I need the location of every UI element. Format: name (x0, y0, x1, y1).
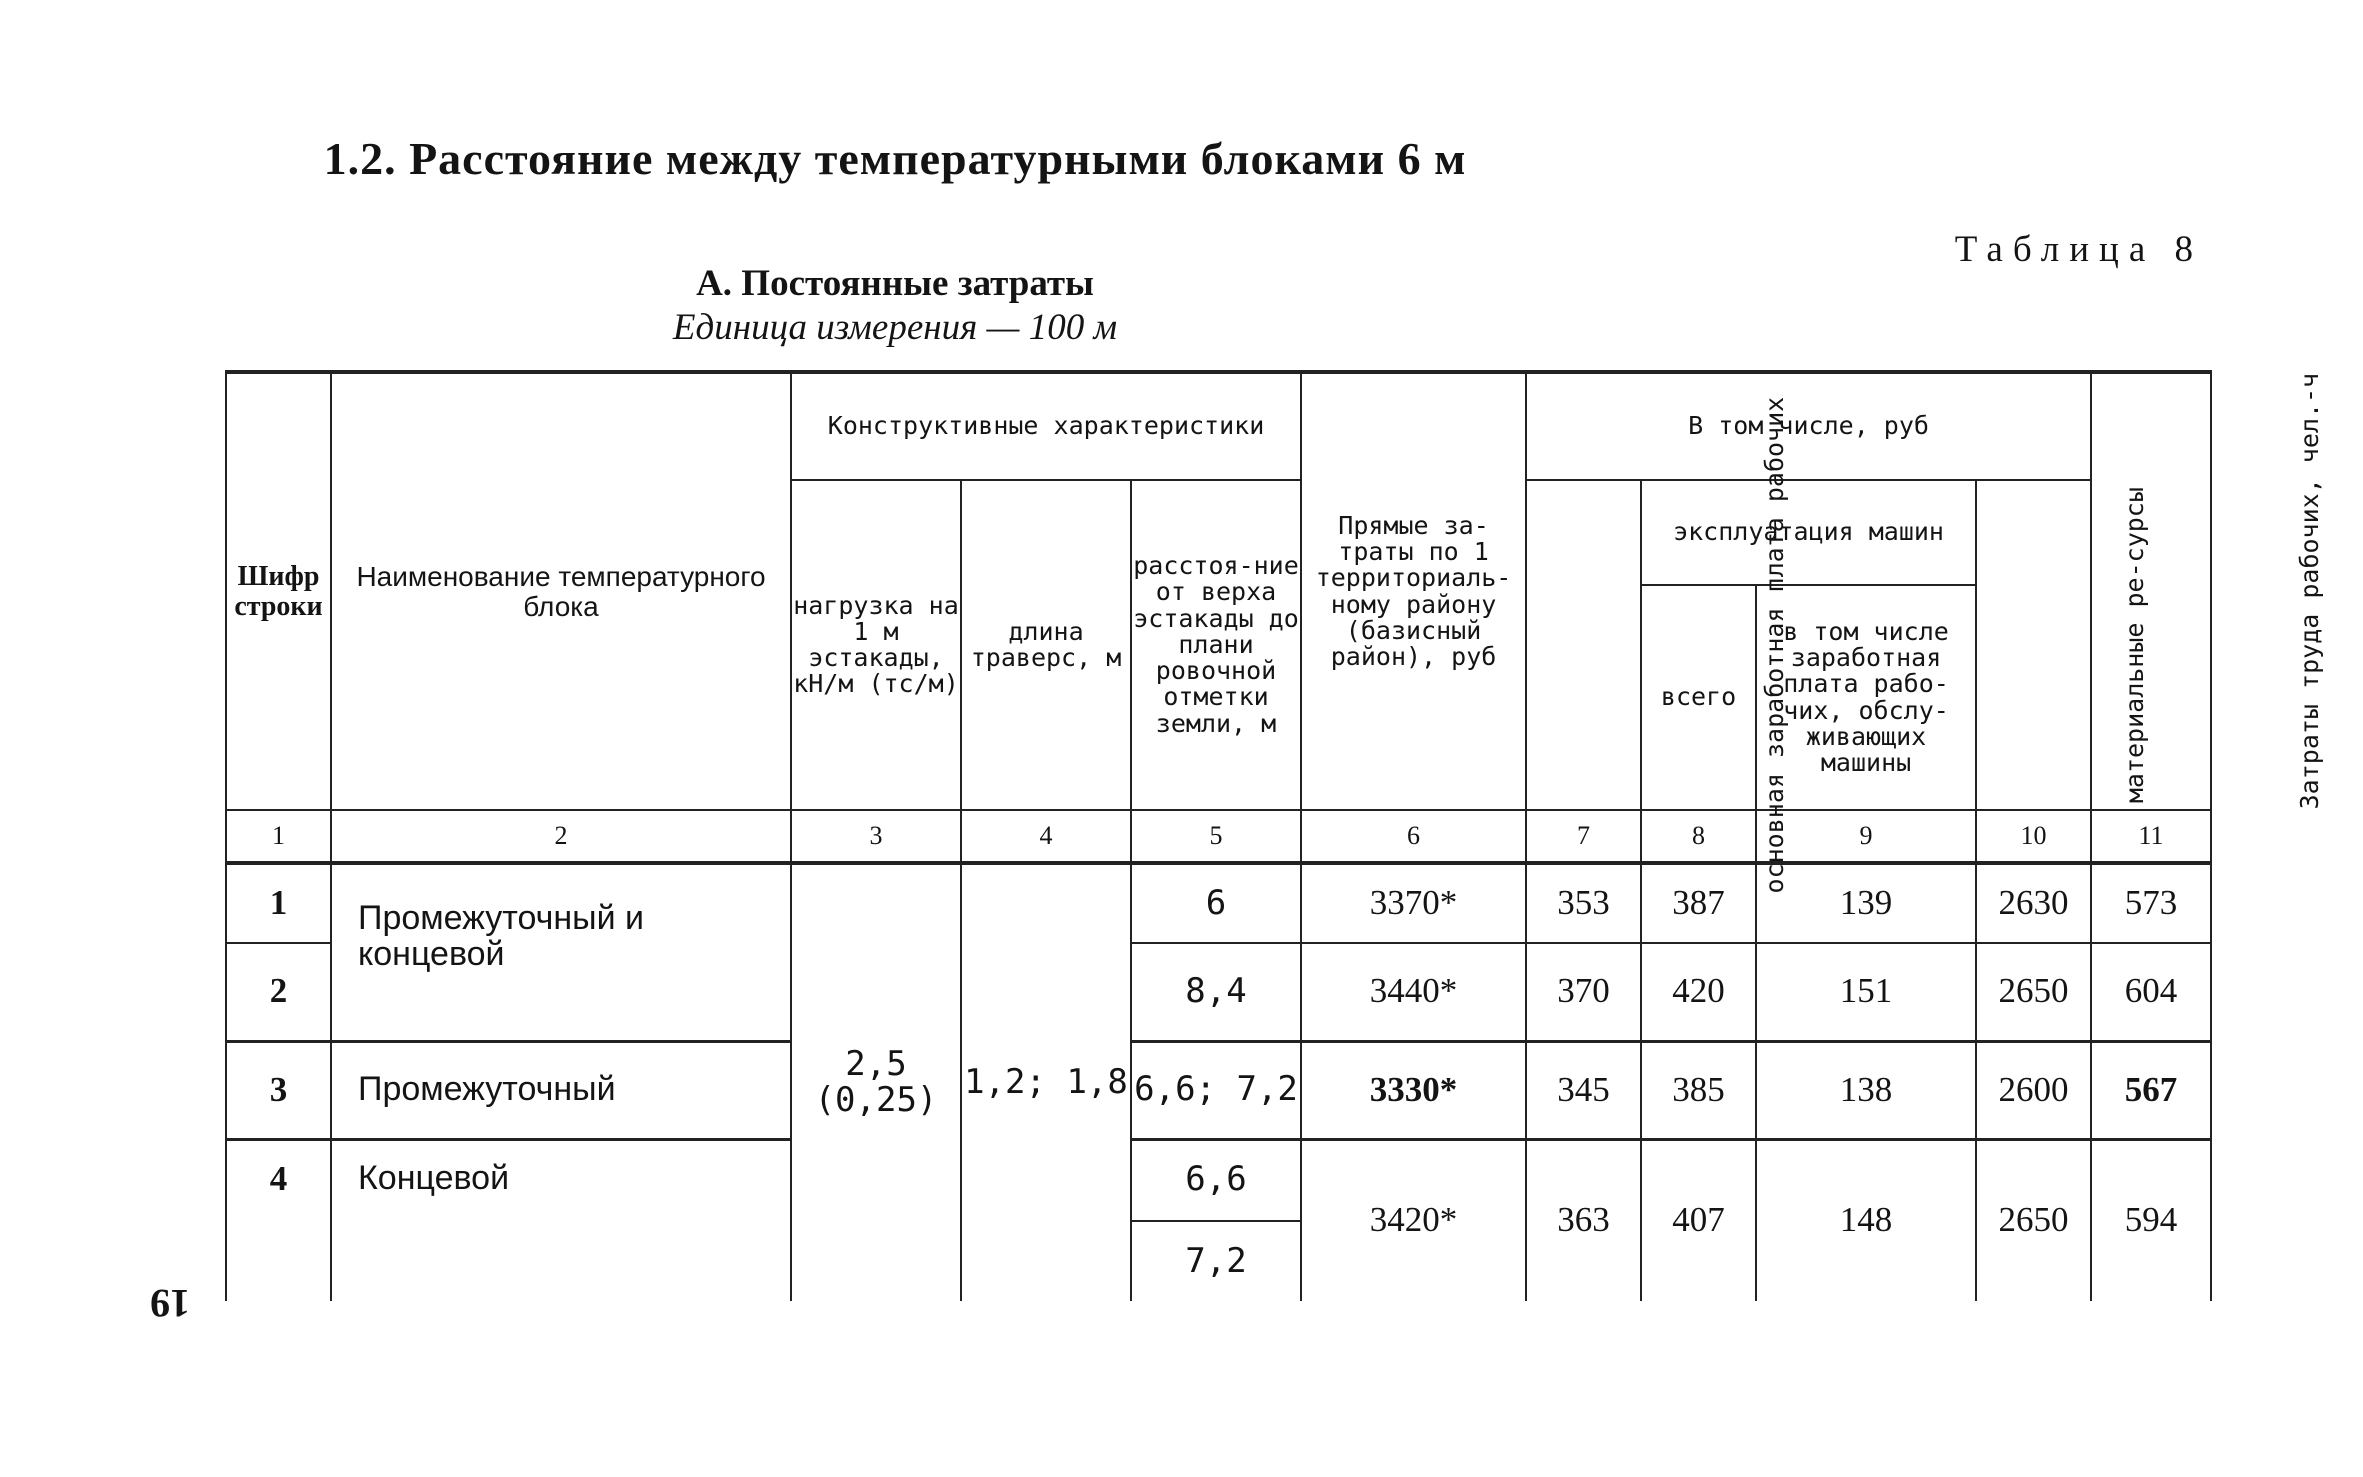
height-value: 8,4 (1131, 943, 1301, 1041)
group-constr-header: Конструктивные характеристики (791, 372, 1301, 480)
col-direct-header: Прямые за-траты по 1 территориаль-ному району (базисный район), руб (1301, 372, 1526, 810)
mach-value: 420 (1641, 943, 1756, 1041)
mach-value: 407 (1641, 1139, 1756, 1301)
col-labor-label: Затраты труда рабочих, чел.-ч (2295, 373, 2325, 810)
col-mach-header: всего (1641, 585, 1756, 810)
col-number: 2 (331, 810, 791, 863)
mach-value: 385 (1641, 1041, 1756, 1139)
col-mat-header (1976, 480, 2149, 810)
col-number: 9 (1756, 810, 1976, 863)
labor-value: 567 (2091, 1041, 2211, 1139)
col-number: 7 (1526, 810, 1641, 863)
col-number: 6 (1301, 810, 1526, 863)
mach-wage-value: 138 (1756, 1041, 1976, 1139)
group-expl-header: эксплуатация машин (1641, 480, 1976, 585)
col-number: 8 (1641, 810, 1756, 863)
wage-value: 353 (1526, 863, 1641, 943)
table-row (226, 1041, 2211, 1139)
height-value: 6 (1131, 863, 1301, 943)
unit-of-measure: Единица измерения — 100 м (672, 307, 1118, 348)
direct-cost: 3440* (1301, 943, 1526, 1041)
col-mach-wage-header: в том числе заработная плата рабо-чих, обслу-живающих машины (1756, 585, 1976, 810)
col-number: 5 (1131, 810, 1301, 863)
mach-value: 387 (1641, 863, 1756, 943)
row-name: Концевой (331, 1139, 791, 1301)
mach-wage-value: 148 (1756, 1139, 1976, 1301)
height-value: 7,2 (1131, 1221, 1301, 1301)
load-value: 2,5 (0,25) (791, 863, 961, 1301)
wage-value: 370 (1526, 943, 1641, 1041)
mat-value: 2650 (1976, 1139, 2091, 1301)
labor-value: 573 (2091, 863, 2211, 943)
col-number: 3 (791, 810, 961, 863)
table-label: Таблица 8 (1954, 229, 2203, 270)
col-number: 4 (961, 810, 1131, 863)
direct-cost: 3420* (1301, 1139, 1526, 1301)
mat-value: 2630 (1976, 863, 2091, 943)
row-code: 1 (226, 863, 331, 943)
cost-table-frame (225, 370, 2325, 1330)
group-incl-header: В том числе, руб (1526, 372, 2091, 480)
mat-value: 2600 (1976, 1041, 2091, 1139)
row-code: 4 (226, 1139, 331, 1301)
labor-value: 594 (2091, 1139, 2211, 1301)
direct-cost: 3330* (1301, 1041, 1526, 1139)
col-wage-label: основная заработная плата рабочих (1760, 396, 1790, 894)
col-traverse-header: длина траверс, м (961, 480, 1131, 810)
table-subtitle: А. Постоянные затраты (696, 263, 1094, 304)
cost-table (225, 370, 2325, 1301)
col-number: 11 (2091, 810, 2211, 863)
col-name-header: Наименование температурного блока (331, 372, 791, 810)
traverse-value: 1,2; 1,8 (961, 863, 1131, 1301)
row-name: Промежуточный (331, 1041, 791, 1139)
row-name: Промежуточный и концевой (331, 863, 791, 1041)
row-code: 2 (226, 943, 331, 1041)
col-number: 10 (1976, 810, 2091, 863)
labor-value: 604 (2091, 943, 2211, 1041)
row-code: 3 (226, 1041, 331, 1139)
height-value: 6,6 (1131, 1139, 1301, 1221)
mach-wage-value: 151 (1756, 943, 1976, 1041)
mach-wage-value: 139 (1756, 863, 1976, 943)
col-mat-label: материальные ре-сурсы (2119, 486, 2149, 804)
col-number: 1 (226, 810, 331, 863)
page-title: 1.2. Расстояние между температурными блоками 6 м (323, 133, 1467, 184)
wage-value: 345 (1526, 1041, 1641, 1139)
direct-cost: 3370* (1301, 863, 1526, 943)
col-labor-header (2091, 372, 2325, 810)
col-load-header: нагрузка на 1 м эстакады, кН/м (тс/м) (791, 480, 961, 810)
table-row (226, 1139, 2211, 1221)
col-height-header: расстоя-ние от верха эстакады до плани ровочной отметки земли, м (1131, 480, 1301, 810)
wage-value: 363 (1526, 1139, 1641, 1301)
mat-value: 2650 (1976, 943, 2091, 1041)
page-number: 19 (150, 1281, 190, 1326)
table-row (226, 863, 2211, 943)
height-value: 6,6; 7,2 (1131, 1041, 1301, 1139)
col-code-header: Шифр строки (226, 372, 331, 810)
